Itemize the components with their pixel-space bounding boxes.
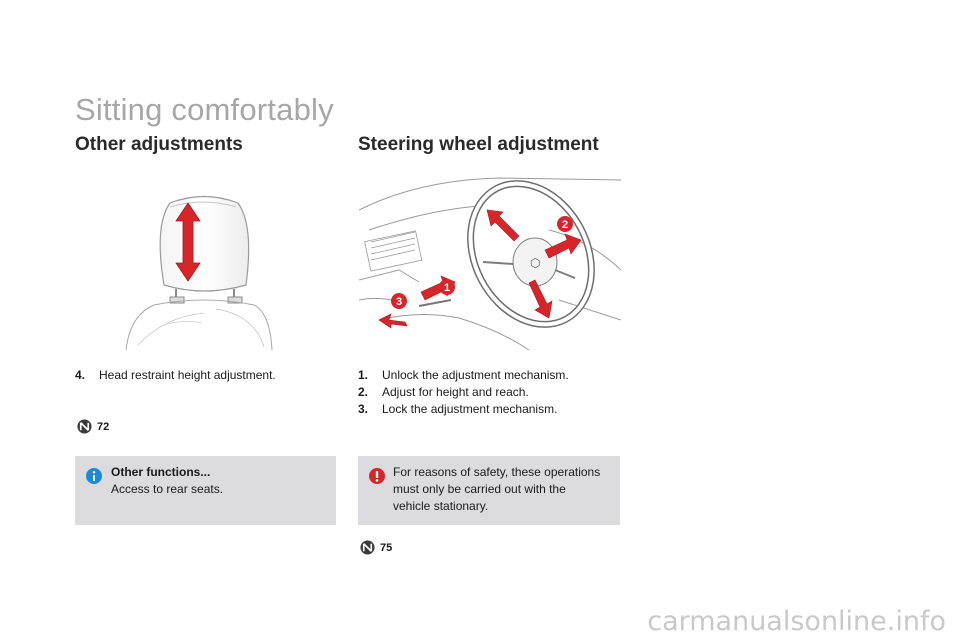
info-box-title: Other functions...	[111, 465, 211, 479]
right-step-list	[358, 367, 569, 418]
watermark: carmanualsonline.info	[647, 606, 946, 637]
step-text: Head restraint height adjustment.	[99, 368, 276, 382]
callout-1: 1	[443, 282, 451, 294]
list-item	[358, 401, 569, 418]
section-heading-other-adjustments: Other adjustments	[75, 134, 243, 155]
callout-3: 3	[395, 296, 403, 308]
list-item	[358, 384, 569, 401]
list-item	[358, 367, 569, 384]
warning-box-text: For reasons of safety, these operations must only be carried out with the vehicle stationary.	[393, 465, 601, 513]
warning-box	[358, 456, 620, 525]
svg-text:⬡: ⬡	[530, 256, 541, 270]
page-reference-icon	[77, 419, 92, 434]
info-box	[75, 456, 336, 525]
step-number: 2.	[358, 385, 369, 399]
headrest-illustration	[124, 185, 274, 350]
step-text: Lock the adjustment mechanism.	[382, 402, 558, 416]
info-box-text: Access to rear seats.	[111, 482, 224, 496]
list-item	[75, 367, 276, 384]
page-title: Sitting comfortably	[75, 92, 334, 127]
callout-2: 2	[561, 219, 569, 231]
page-reference-number: 72	[97, 420, 110, 433]
steering-wheel-icon	[447, 170, 615, 346]
page-reference-number: 75	[380, 541, 393, 554]
warning-icon	[369, 468, 385, 484]
page-reference-icon	[360, 540, 375, 555]
step-text: Unlock the adjustment mechanism.	[382, 368, 569, 382]
step-number: 4.	[75, 368, 86, 382]
step-text: Adjust for height and reach.	[382, 385, 529, 399]
step-number: 3.	[358, 402, 369, 416]
page-reference-right[interactable]	[360, 540, 392, 555]
info-icon	[86, 468, 102, 484]
section-heading-steering-wheel: Steering wheel adjustment	[358, 134, 599, 155]
step-number: 1.	[358, 368, 369, 382]
left-step-list	[75, 367, 276, 384]
page-reference-left[interactable]	[77, 419, 109, 434]
steering-wheel-illustration	[359, 170, 621, 350]
